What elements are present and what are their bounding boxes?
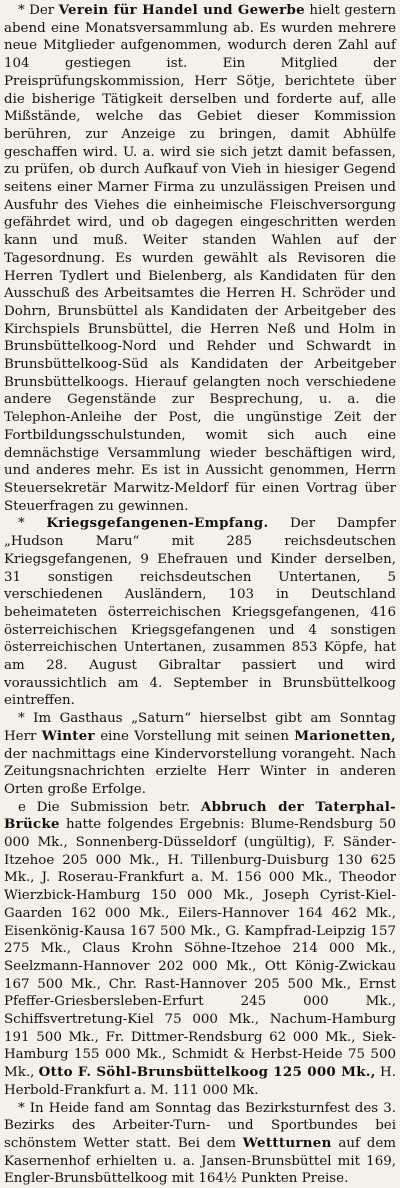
emphasis-text: Abbruch der Taterphal-Brücke	[4, 798, 396, 833]
article-verein-handel-gewerbe: * Der Verein für Handel und Gewerbe hielt gestern abend eine Monatsversammlung ab. Es wurden mehrere neue Mitglieder aufgenommen, wodurch deren Zahl auf 104 gestiegen ist. Ein Mitglied der Preisprüfungskommission, Herr Sötje, berichtete über die bisherige Tätigkeit derselben und forderte auf, alle Mißstände, welche das Gebiet dieser Kommission berühren, zur Anzeige zu bringen, damit Abhülfe geschaffen wird. U. a. wird sie sich jetzt damit befassen, zu prüfen, ob durch Aufkauf von Vieh in hiesiger Gegend seitens einer Marner Firma zu unzulässigen Preisen und Ausfuhr des Viehes die einheimische Fleischversorgung gefährdet wird, und ob dagegen eingeschritten werden kann und muß. Weiter standen Wahlen auf der Tagesordnung. Es wurden gewählt als Revisoren die Herren Tydlert und Bielenberg, als Kandidaten für den Ausschuß des Arbeitsamtes die Herren H. Schröder und Dohrn, Brunsbüttel als Kandidaten der Arbeitgeber des Kirchspiels Brunsbüttel, die Herren Neß und Holm in Brunsbüttelkoog-Nord und Rehder und Schwardt in Brunsbüttelkoog-Süd als Kandidaten der Arbeitgeber Brunsbüttelkoogs. Hierauf gelangten noch verschiedene andere Gegenstände zur Besprechung, u. a. die Telephon-Anleihe der Post, die ungünstige Zeit der Fortbildungsschulstunden, womit sich auch eine demnächstige Versammlung wieder beschäftigen wird, und anderes mehr. Es ist in Aussicht genommen, Herrn Steuersekretär Marwitz-Meldorf für einen Vortrag über Steuerfragen zu gewinnen.	[4, 2, 396, 514]
emphasis-text: Marionetten,	[294, 727, 396, 744]
article-kriegsgefangenen-empfang: * Kriegsgefangenen-Empfang. Der Dampfer „Hudson Maru“ mit 285 reichsdeutschen Kriegsgefangenen, 9 Ehefrauen und Kinder derselben, 31 sonstigen reichsdeutschen Untertanen, 5 verschiedenen Ausländern, 103 in Deutschland beheimateten österreichischen Kriegsgefangenen, 416 österreichischen Kriegsgefangenen und 4 sonstigen österreichischen Untertanen, zusammen 853 Köpfe, hat am 28. August Gibraltar passiert und wird voraussichtlich am 4. September in Brunsbüttelkoog eintreffen.	[4, 515, 396, 709]
emphasis-text: Wettturnen	[242, 1135, 332, 1151]
emphasis-text: Verein für Handel und Gewerbe	[58, 2, 305, 18]
emphasis-text: Otto F. Söhl-Brunsbüttelkoog 125 000 Mk.,	[38, 1064, 376, 1081]
emphasis-text: Kriegsgefangenen-Empfang.	[46, 515, 269, 532]
article-bezirksturnfest: * In Heide fand am Sonntag das Bezirksturnfest des 3. Bezirks des Arbeiter-Turn- und Sportbundes bei schönstem Wetter statt. Bei dem Wettturnen auf dem Kasernenhof erhielten u. a. Jansen-Brunsbüttel mit 169, Engler-Brunsbüttelkoog mit 164½ Punkten Preise.	[4, 1100, 396, 1187]
article-submission-brucke: e Die Submission betr. Abbruch der Taterphal-Brücke hatte folgendes Ergebnis: Blume-Rendsburg 50 000 Mk., Sonnenberg-Düsseldorf (ungültig), F. Sänder-Itzehoe 205 000 Mk., H. Tillenburg-Duisburg 130 625 Mk., J. Roserau-Frankfurt a. M. 156 000 Mk., Theodor Wierzbick-Hamburg 150 000 Mk., Joseph Cyrist-Kiel-Gaarden 162 000 Mk., Eilers-Hannover 164 462 Mk., Eisenkönig-Kausa 167 500 Mk., G. Kampfrad-Leipzig 157 275 Mk., Claus Krohn Söhne-Itzehoe 214 000 Mk., Seelzmann-Hannover 202 000 Mk., Ott König-Zwickau 167 500 Mk., Chr. Rast-Hannover 205 500 Mk., Ernst Pfeffer-Griesbersleben-Erfurt 245 000 Mk., Schiffsvertretung-Kiel 75 000 Mk., Nachum-Hamburg 191 500 Mk., Fr. Dittmer-Rendsburg 62 000 Mk., Siek-Hamburg 155 000 Mk., Schmidt & Herbst-Heide 75 500 Mk., Otto F. Söhl-Brunsbüttelkoog 125 000 Mk., H. Herbold-Frankfurt a. M. 111 000 Mk.	[4, 798, 396, 1098]
article-marionetten-vorstellung: * Im Gasthaus „Saturn“ hierselbst gibt am Sonntag Herr Winter eine Vorstellung mit seinen Marionetten, der nachmittags eine Kindervorstellung vorangeht. Nach Zeitungsnachrichten erzielte Herr Winter in anderen Orten große Erfolge.	[4, 711, 396, 797]
emphasis-text: Winter	[41, 727, 95, 744]
